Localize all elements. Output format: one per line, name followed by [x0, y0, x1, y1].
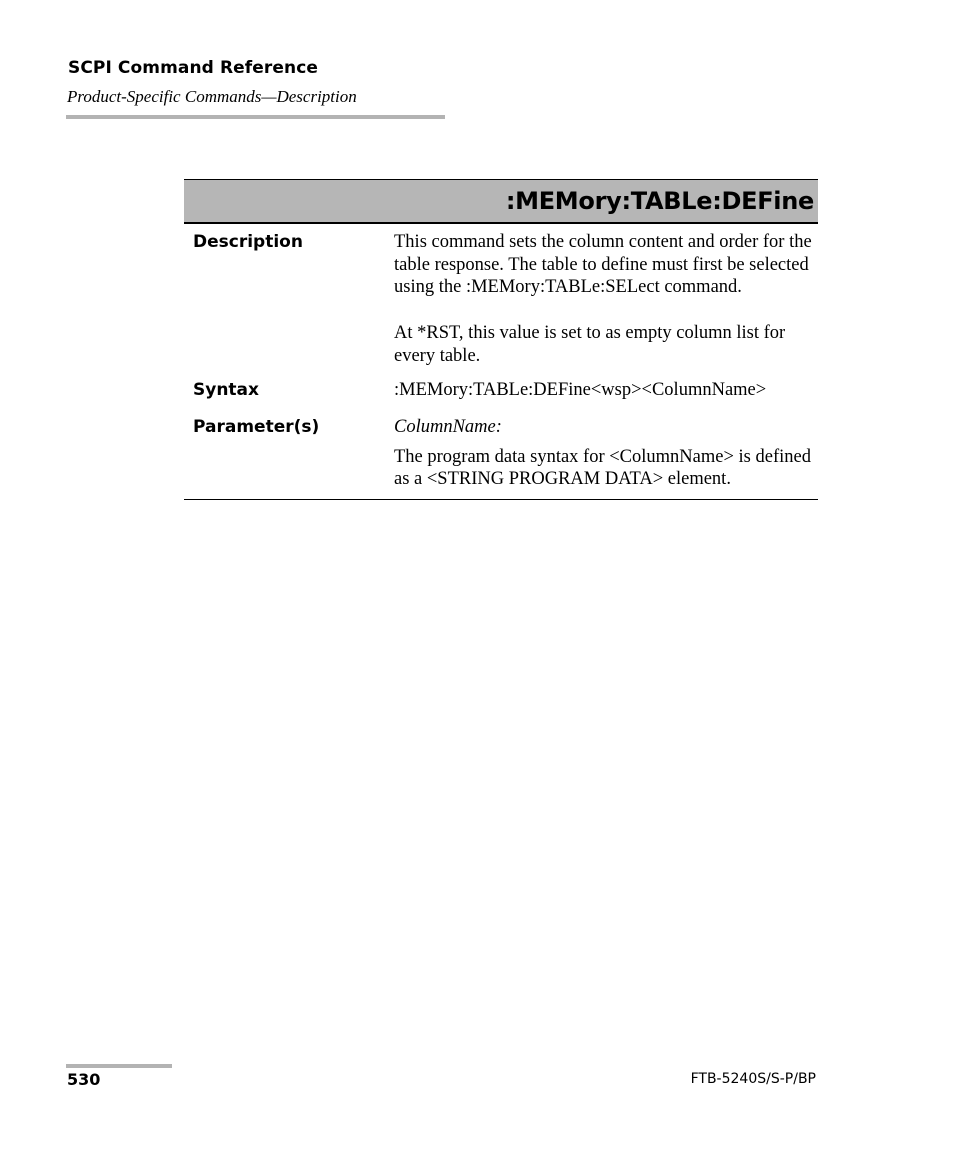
running-head-subtitle: Product-Specific Commands—Description	[67, 87, 357, 106]
command-table	[184, 179, 818, 500]
command-title: :MEMory:TABLe:DEFine	[505, 187, 814, 215]
description-value	[389, 231, 818, 367]
description-paragraph-1: This command sets the column content and order for the table response. The table to define must first be selected using the :MEMory:TABLe:SELect command.	[394, 232, 812, 298]
product-code: FTB-5240S/S-P/BP	[690, 1071, 816, 1087]
description-label: Description	[193, 232, 303, 252]
parameter-name: ColumnName:	[394, 416, 502, 437]
description-paragraph-2: At *RST, this value is set to as empty column list for every table.	[394, 322, 786, 366]
parameters-label: Parameter(s)	[193, 416, 320, 437]
parameters-value	[389, 416, 818, 491]
table-bottom-rule	[184, 499, 818, 500]
header-rule	[66, 115, 445, 119]
syntax-label: Syntax	[193, 380, 259, 401]
page-number: 530	[67, 1070, 101, 1089]
footer-rule	[66, 1064, 172, 1068]
running-head-title: SCPI Command Reference	[68, 58, 319, 78]
command-header-bar	[184, 179, 818, 224]
syntax-value	[389, 379, 818, 402]
syntax-text: :MEMory:TABLe:DEFine<wsp><ColumnName>	[394, 380, 767, 401]
syntax-row	[184, 367, 818, 402]
parameters-row	[184, 402, 818, 499]
parameter-description: The program data syntax for <ColumnName> is defined as a <STRING PROGRAM DATA> element.	[394, 446, 811, 490]
description-row	[184, 224, 818, 367]
